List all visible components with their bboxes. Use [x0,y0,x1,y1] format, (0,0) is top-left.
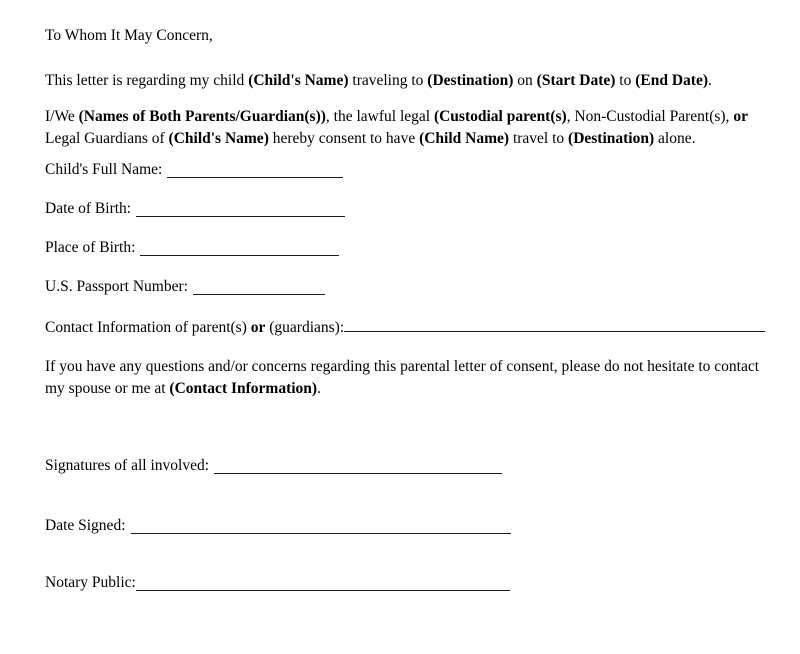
field-row-place-of-birth [45,237,765,259]
contact-information-label: Contact Information of parent(s) or (guardians): [45,319,345,336]
childs-full-name-line[interactable] [167,161,343,178]
date-of-birth-label: Date of Birth: [45,200,132,217]
us-passport-number-label: U.S. Passport Number: [45,278,188,295]
field-row-childs-full-name [45,159,765,181]
field-row-notary-public [45,572,765,594]
paragraph-regarding-travel: This letter is regarding my child (Child's Name) traveling to (Destination) on (Start Date) to (End Date). [45,72,712,89]
place-of-birth-label: Place of Birth: [45,239,136,256]
field-row-date-of-birth [45,198,765,220]
us-passport-number-line[interactable] [193,278,325,295]
signatures-line[interactable] [214,457,502,474]
notary-public-line[interactable] [136,574,510,591]
notary-public-label: Notary Public: [45,574,136,591]
signatures-label: Signatures of all involved: [45,457,210,474]
date-signed-label: Date Signed: [45,517,126,534]
field-row-signatures [45,455,765,477]
salutation: To Whom It May Concern, [45,27,213,44]
paragraph-questions: If you have any questions and/or concerns regarding this parental letter of consent, please do not hesitate to contact my spouse or me at (Contact Information). [45,358,760,397]
field-row-us-passport-number [45,276,765,298]
date-of-birth-line[interactable] [136,200,345,217]
field-row-date-signed [45,515,765,537]
field-row-contact-information [45,315,765,339]
paragraph-consent-statement: I/We (Names of Both Parents/Guardian(s)), the lawful legal (Custodial parent(s), Non-Custodial Parent(s), or Legal Guardians of (Child's Name) hereby consent to have (Child Name) travel to (Destination) alone. [45,108,748,147]
childs-full-name-label: Child's Full Name: [45,161,163,178]
contact-information-line[interactable] [344,315,765,332]
place-of-birth-line[interactable] [140,239,339,256]
date-signed-line[interactable] [131,517,511,534]
